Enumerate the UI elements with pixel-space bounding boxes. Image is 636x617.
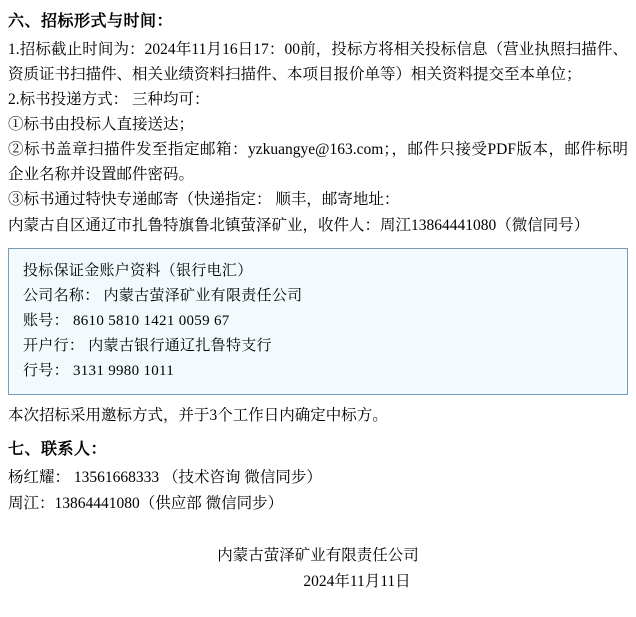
bank-account-number: 账号： 8610 5810 1421 0059 67 [23,313,230,329]
section-six-item-2: 2.标书投递方式： 三种均可： [8,91,210,108]
bank-box-title: 投标保证金账户资料（银行电汇） [23,263,253,279]
document-page [0,8,636,617]
section-six-item-6: 内蒙古自区通辽市扎鲁特旗鲁北镇萤泽矿业，收件人：周江13864441080（微信同号） [8,217,590,234]
section-six-item-4: ②标书盖章扫描件发至指定邮箱：yzkuangye@163.com；，邮件只接受PDF版本，邮件标明企业名称并设置邮件密码。 [8,141,628,183]
section-six-item-5: ③标书通过特快专递邮寄（快递指定： 顺丰，邮寄地址： [8,191,400,208]
contact-person-2: 周江：13864441080（供应部 微信同步） [8,495,284,512]
contact-person-1: 杨红耀： 13561668333 （技术咨询 微信同步） [8,469,322,486]
signature-block [0,543,636,595]
signature-date: 2024年11月11日 [303,573,411,590]
section-seven-heading: 七、联系人： [8,441,108,458]
section-six-item-3: ①标书由投标人直接送达； [8,116,195,133]
bank-account-box [8,248,628,395]
bank-company-name: 公司名称： 内蒙古萤泽矿业有限责任公司 [23,288,303,304]
signature-company: 内蒙古萤泽矿业有限责任公司 [217,547,419,564]
section-six-heading: 六、招标形式与时间： [8,13,174,30]
bank-branch: 开户行： 内蒙古银行通辽扎鲁特支行 [23,338,272,354]
bidding-method-note: 本次招标采用邀标方式，并于3个工作日内确定中标方。 [8,407,388,424]
section-six-item-1: 1.招标截止时间为：2024年11月16日17：00前，投标方将相关投标信息（营业执照扫描件、资质证书扫描件、相关业绩资料扫描件、本项目报价单等）相关资料提交至本单位； [8,41,628,83]
bank-code: 行号： 3131 9980 1011 [23,363,175,379]
